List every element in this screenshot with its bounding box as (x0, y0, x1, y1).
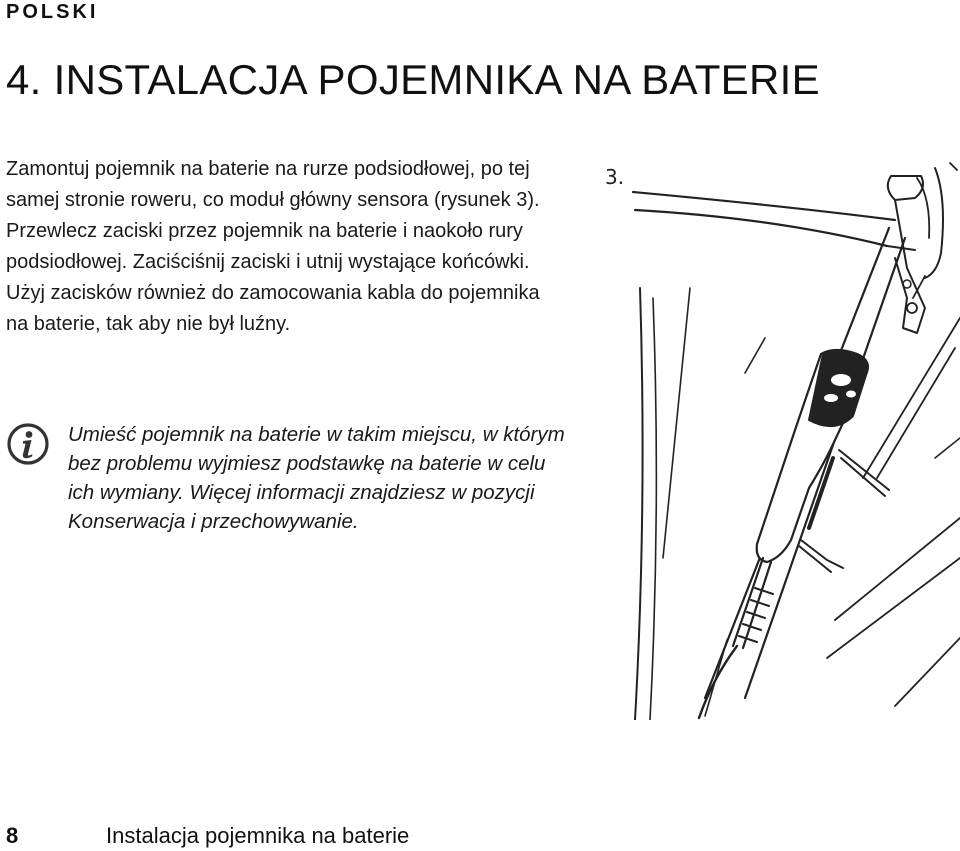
language-label: POLSKI (6, 1, 99, 23)
note-text: Umieść pojemnik na baterie w takim miejscu, w którym bez problemu wyjmiesz podstawkę na baterie w celu ich wymiany. Więcej informacji znajdziesz w pozycji Konserwacja i przechowywanie. (68, 423, 565, 533)
figure-label: 3. (605, 165, 625, 189)
page-number: 8 (6, 823, 19, 848)
installation-instructions: Zamontuj pojemnik na baterie na rurze podsiodłowej, po tej samej stronie roweru, co moduł główny sensora (rysunek 3). Przewlecz zaciski przez pojemnik na baterie i naokoło rury podsiodłowej. Zaciściśnij zaciski i utnij wystające końcówki. Użyj zacisków również do zamocowania kabla do pojemnika na baterie, tak aby nie był luźny. (6, 158, 540, 335)
section-title: 4. INSTALACJA POJEMNIKA NA BATERIE (6, 56, 820, 103)
footer-title: Instalacja pojemnika na baterie (106, 823, 410, 848)
figure-3-illustration (595, 158, 960, 720)
info-icon (6, 422, 50, 466)
